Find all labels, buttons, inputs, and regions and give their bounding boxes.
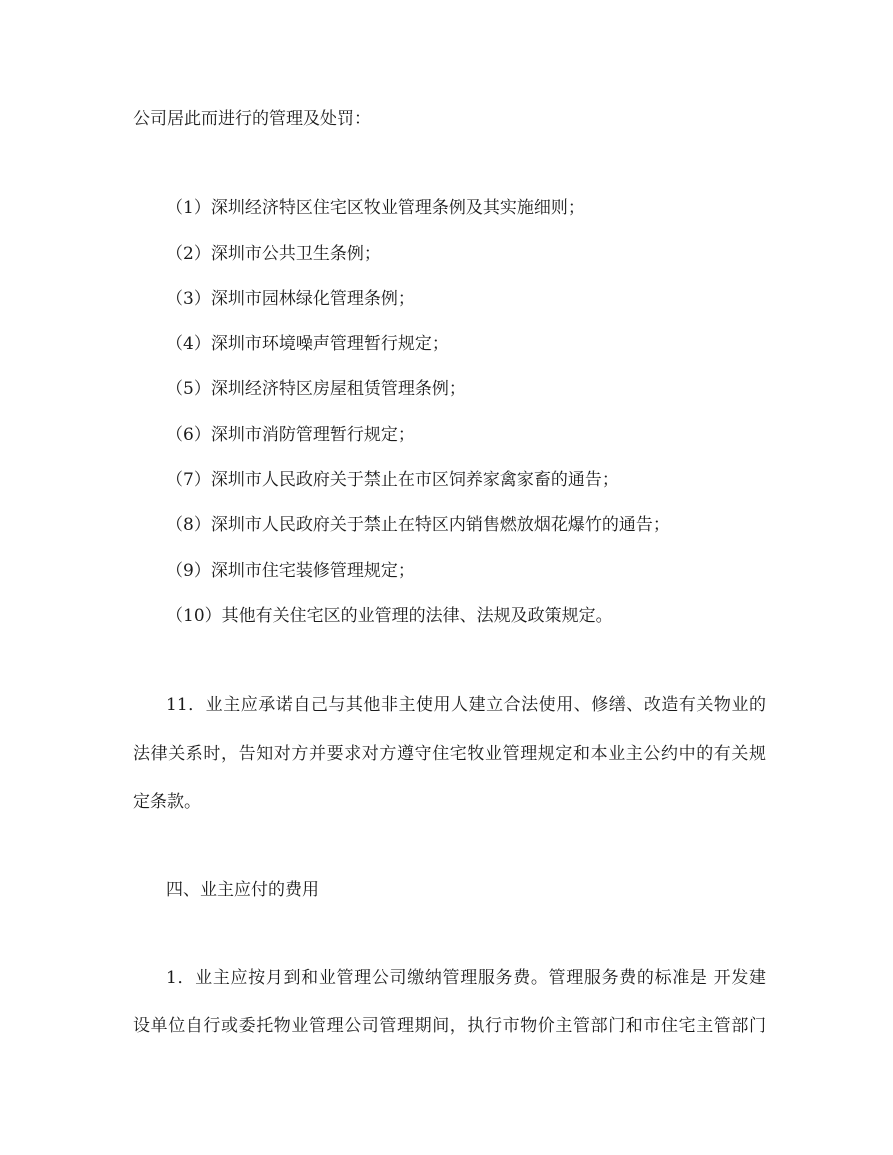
regulation-item: （9）深圳市住宅装修管理规定； xyxy=(166,561,415,581)
clause-4-1-line: 设单位自行或委托物业管理公司管理期间，执行市物价主管部门和市住宅主管部门 xyxy=(133,1016,766,1036)
regulation-item: （3）深圳市园林绿化管理条例； xyxy=(166,289,415,309)
clause-11-line: 11．业主应承诺自己与其他非主使用人建立合法使用、修缮、改造有关物业的 xyxy=(166,695,766,715)
regulation-item: （2）深圳市公共卫生条例； xyxy=(166,244,381,264)
regulation-item: （1）深圳经济特区住宅区牧业管理条例及其实施细则； xyxy=(166,198,585,218)
intro-continuation: 公司居此而进行的管理及处罚： xyxy=(133,109,371,129)
regulation-item: （8）深圳市人民政府关于禁止在特区内销售燃放烟花爆竹的通告； xyxy=(166,515,670,535)
clause-11-line: 定条款。 xyxy=(133,792,201,812)
clause-11-line: 法律关系时，告知对方并要求对方遵守住宅牧业管理规定和本业主公约中的有关规 xyxy=(133,744,766,764)
regulation-item: （4）深圳市环境噪声管理暂行规定； xyxy=(166,334,449,354)
regulation-item: （10）其他有关住宅区的业管理的法律、法规及政策规定。 xyxy=(166,606,613,626)
clause-4-1-line: 1．业主应按月到和业管理公司缴纳管理服务费。管理服务费的标准是 开发建 xyxy=(166,968,766,988)
regulation-item: （6）深圳市消防管理暂行规定； xyxy=(166,425,415,445)
section-heading: 四、业主应付的费用 xyxy=(166,880,319,900)
regulation-item: （7）深圳市人民政府关于禁止在市区饲养家禽家畜的通告； xyxy=(166,470,619,490)
regulation-item: （5）深圳经济特区房屋租赁管理条例； xyxy=(166,379,466,399)
